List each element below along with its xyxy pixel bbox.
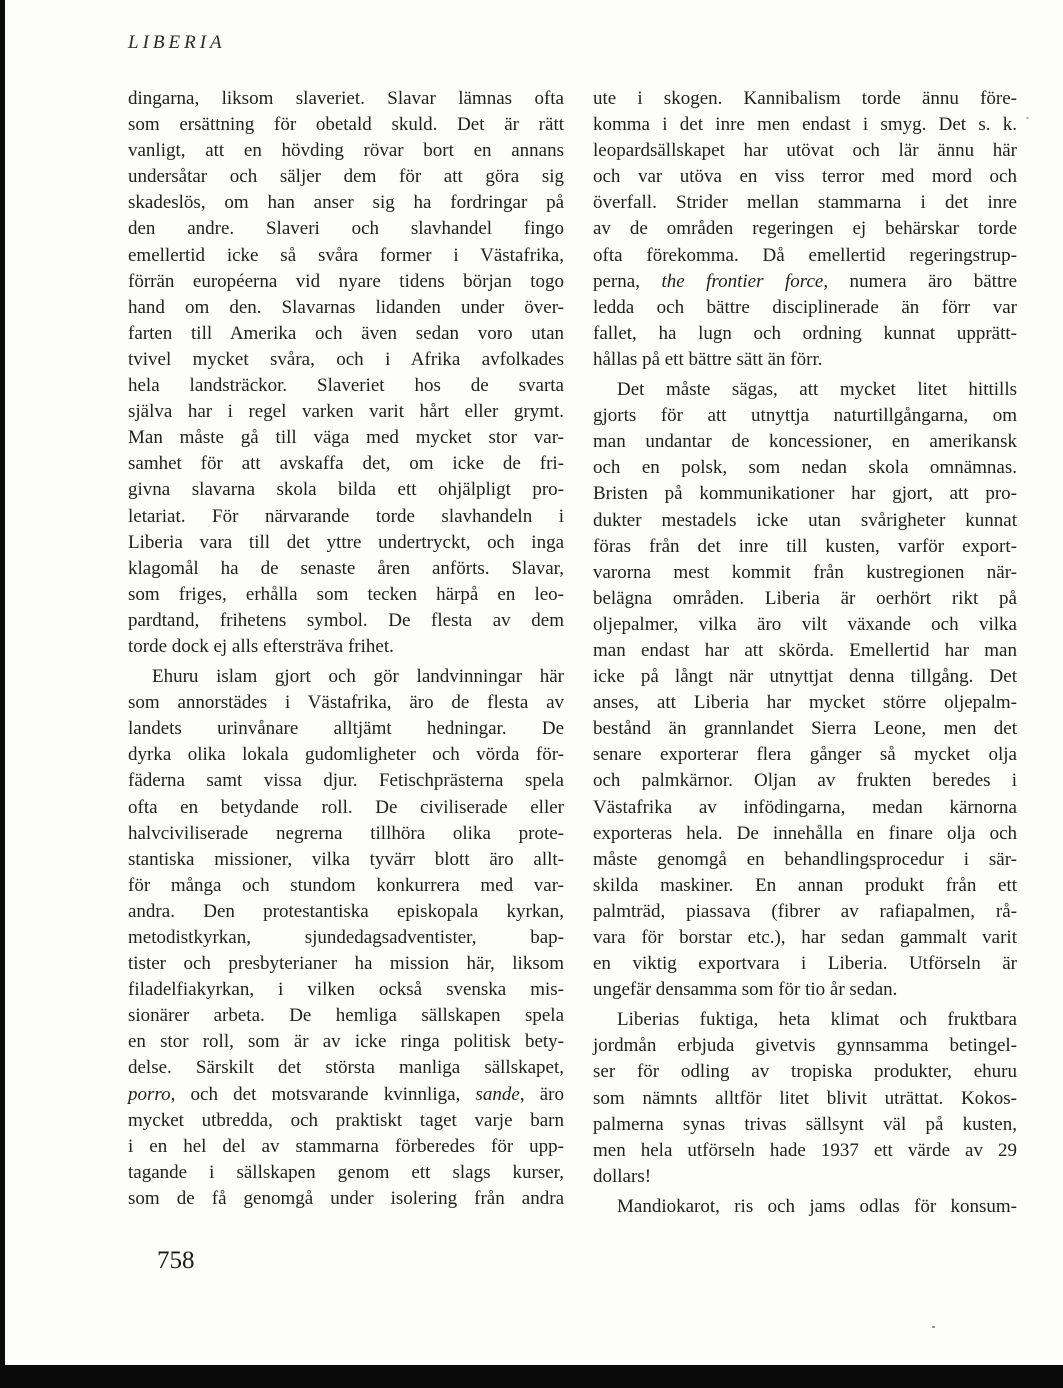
paragraph [128,86,564,660]
text-line: föras från det inre till kusten, varför export- [593,535,1017,557]
text-line: och var utöva en viss terror med mord och [593,166,1017,188]
text-line: man endast har att skörda. Emellertid har man [593,639,1017,661]
italic-term: sande [475,1083,520,1105]
text-line: varorna mest kommit från kustregionen när- [593,561,1017,583]
text-line: delse. Särskilt det största manliga sällskapet, [128,1057,564,1079]
text-line: man undantar de koncessioner, en amerikansk [593,431,1017,453]
text-line: skilda maskiner. En annan produkt från ett [593,874,1017,896]
text-line: Man måste gå till väga med mycket stor var- [128,427,564,449]
text-line: metodistkyrkan, sjundedagsadventister, bap- [128,927,564,948]
paragraph [593,86,1017,373]
paragraph [593,1194,1017,1220]
text-line: överfall. Strider mellan stammarna i det inre [593,192,1017,214]
running-head: LIBERIA [128,32,226,53]
italic-term: the frontier force [661,270,824,292]
text-line: gjorts för att utnyttja naturtillgångarna, om [593,405,1017,427]
text-line: leopardsällskapet har utövat och lär ännu här [593,140,1017,162]
text-line: fallet, ha lugn och ordning kunnat upprätt- [593,322,1017,344]
text-line: letariat. För närvarande torde slavhandeln i [128,505,564,527]
text-line: en viktig exportvara i Liberia. Utförseln är [593,953,1017,975]
text-line: dukter mestadels icke utan svårigheter kunnat [593,509,1017,531]
text-line: palmträd, piassava (fibrer av rafiapalmen, rå- [593,900,1017,922]
text-line: den andre. Slaveri och slavhandel fingo [128,218,564,240]
text-line: för många och stundom konkurrera med var- [128,874,564,896]
text-line: som ersättning för obetald skuld. Det är rätt [128,114,564,136]
paragraph [128,664,564,1212]
text-line: en stor roll, som är av icke ringa politisk bety- [128,1031,564,1053]
text-line: tagande i sällskapen genom ett slags kurser, [128,1161,564,1183]
text-line: icke på långt när utnyttjat denna tillgång. Det [593,666,1017,688]
text-line: hela landsträckor. Slaveriet hos de svarta [128,375,564,397]
text-line: hand om den. Slavarnas lidanden under över- [128,296,564,318]
text-line: ofta förekomma. Då emellertid regeringstrup- [593,244,1017,266]
text-line: vanligt, att en hövding rövar bort en annans [128,140,564,162]
text-line: skadeslös, om han anser sig ha fordringar på [128,192,564,214]
text-line: jordmån erbjuda givetvis gynnsamma betingel- [593,1035,1017,1057]
left-column [128,86,564,1212]
text-line: torde dock ej alls eftersträva frihet. [128,635,394,657]
text-line: Liberia vara till det yttre undertryckt, och inga [128,531,564,553]
text-line: i en hel del av stammarna förberedes för upp- [128,1135,564,1157]
text-line: fäderna samt vissa djur. Fetischprästerna spela [128,770,564,792]
text-line: senare exporterar flera gånger så mycket olja [593,744,1017,766]
text-line: förrän européerna vid nyare tidens början togo [128,270,564,292]
text-line: Liberias fuktiga, heta klimat och fruktbara [617,1009,1017,1031]
book-page [5,0,1063,1365]
text-line: vara för borstar etc.), har sedan gammalt varit [593,927,1017,948]
text-line: pardtand, frihetens symbol. De flesta av dem [128,609,564,631]
text-line: oljepalmer, vilka äro vilt växande och vilka [593,613,1017,635]
text-line: tvivel mycket svåra, och i Afrika avfolkades [128,348,564,370]
text-line: mycket utbredda, och praktiskt taget varje barn [128,1109,564,1131]
text-line: landets urinvånare alltjämt hedningar. De [128,718,564,740]
text-line: Ehuru islam gjort och gör landvinningar här [152,666,564,688]
text-line: givna slavarna skola bilda ett ohjälpligt pro- [128,479,564,501]
text-line: av de områden regeringen ej behärskar torde [593,218,1017,240]
text-line: och palmkärnor. Oljan av frukten beredes i [593,770,1017,792]
text-line: halvciviliserade negrerna tillhöra olika prote- [128,822,564,844]
text-line: hållas på ett bättre sätt än förr. [593,348,823,370]
text-line: exporteras hela. De innehålla en finare olja och [593,822,1017,844]
text-line: samhet för att avskaffa det, om icke de fri- [128,453,564,475]
text-line: sionärer arbeta. De hemliga sällskapen spela [128,1005,564,1027]
paragraph [593,1007,1017,1190]
text-line: tister och presbyterianer ha mission här, liksom [128,953,564,975]
text-line: perna, the frontier force, numera äro bättre [593,270,1017,292]
text-line: dollars! [593,1165,652,1187]
text-line: dingarna, liksom slaveriet. Slavar lämnas ofta [128,88,564,109]
text-line: emellertid icke så svåra former i Västafrika, [128,244,564,266]
text-line: porro, och det motsvarande kvinnliga, sande, äro [128,1083,564,1105]
text-line: Det måste sägas, att mycket litet hittills [617,379,1017,401]
page-number: 758 [157,1247,195,1274]
text-line: själva har i regel varken varit hårt eller grymt. [128,401,564,423]
text-line: klagomål ha de senaste åren anförts. Slavar, [128,557,564,579]
text-line: farten till Amerika och även sedan voro utan [128,322,564,344]
text-line: undersåtar och säljer dem för att göra sig [128,166,564,188]
text-line: anses, att Liberia har mycket större oljepalm- [593,692,1017,714]
text-line: ser för odling av tropiska produkter, ehuru [593,1061,1017,1083]
text-line: men hela utförseln hade 1937 ett värde av 29 [593,1139,1017,1161]
text-line: som nämnts alltför litet blivit uträttat. Kokos- [593,1087,1017,1109]
text-line: palmerna synas trivas sällsynt väl på kusten, [593,1113,1017,1135]
text-line: som de få genomgå under isolering från andra [128,1187,564,1209]
text-line: komma i det inre men endast i smyg. Det s. k. [593,114,1017,136]
text-line: bestånd än grannlandet Sierra Leone, men det [593,718,1017,740]
paper-speck [1026,117,1029,119]
text-line: som annorstädes i Västafrika, äro de flesta av [128,692,564,714]
paper-speck [932,1326,935,1328]
text-line: ofta en betydande roll. De civiliserade eller [128,796,564,818]
text-line: ledda och bättre disciplinerade än förr var [593,296,1017,318]
text-line: belägna områden. Liberia är oerhört rikt på [593,587,1017,609]
text-line: Västafrika av infödingarna, medan kärnorna [593,796,1017,818]
text-line: måste genomgå en behandlingsprocedur i sär- [593,848,1017,870]
text-line: och en polsk, som nedan skola omnämnas. [593,457,1017,479]
right-column [593,86,1017,1220]
italic-term: porro [128,1083,171,1105]
text-line: andra. Den protestantiska episkopala kyrkan, [128,900,564,922]
paragraph [593,377,1017,1003]
text-line: dyrka olika lokala gudomligheter och vörda för- [128,744,564,766]
text-line: filadelfiakyrkan, i vilken också svenska mis- [128,979,564,1001]
text-line: som friges, erhålla som tecken härpå en leo- [128,583,564,605]
text-line: Bristen på kommunikationer har gjort, att pro- [593,483,1017,505]
text-line: ute i skogen. Kannibalism torde ännu före- [593,88,1017,109]
text-line: Mandiokarot, ris och jams odlas för konsum- [617,1195,1017,1217]
text-line: ungefär densamma som för tio år sedan. [593,979,898,1001]
text-line: stantiska missioner, vilka tyvärr blott äro allt- [128,848,564,870]
